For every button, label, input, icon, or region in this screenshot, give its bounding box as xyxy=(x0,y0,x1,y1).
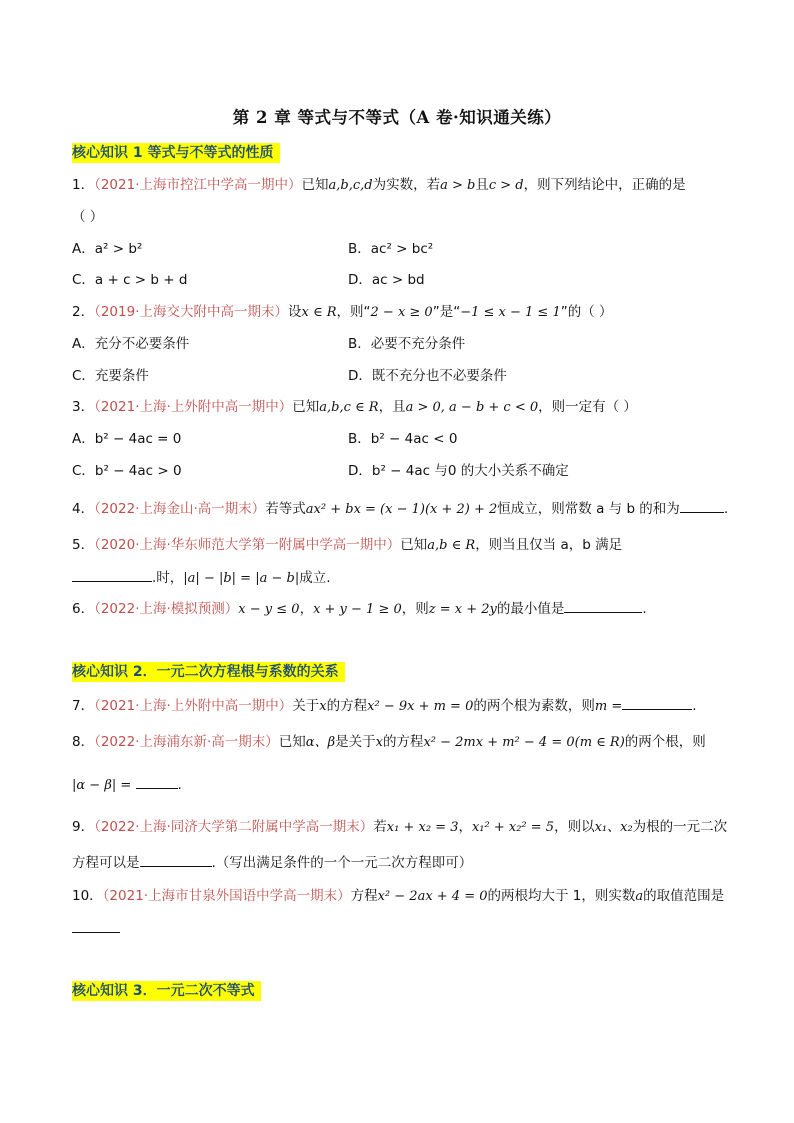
option-c: C．a + c > b + d xyxy=(72,272,188,288)
question-source: （2022·上海金山·高一期末） xyxy=(94,501,266,517)
section-heading-3: 核心知识 3．一元二次不等式 xyxy=(72,981,261,1001)
option-a: A．a² > b² xyxy=(72,241,143,257)
question-source: （2022·上海·模拟预测） xyxy=(94,601,239,617)
answer-blank xyxy=(564,599,642,613)
option-b: B．b² − 4ac < 0 xyxy=(348,431,458,447)
answer-blank xyxy=(680,499,724,513)
question-8-stem-line-2: |α − β| = . xyxy=(72,777,182,793)
question-3-stem: 3．（2021·上海·上外附中高一期中）已知a,b,c ∈ R，且a > 0, a − b + c < 0，则一定有（ ） xyxy=(72,399,637,415)
answer-blank xyxy=(622,696,692,710)
question-4-stem: 4．（2022·上海金山·高一期末）若等式ax² + bx = (x − 1)(x + 2) + 2恒成立，则常数 a 与 b 的和为 . xyxy=(72,501,729,517)
section-heading-2: 核心知识 2．一元二次方程根与系数的关系 xyxy=(72,662,345,682)
question-source: （2022·上海浦东新·高一期末） xyxy=(94,734,279,750)
section-heading-1: 核心知识 1 等式与不等式的性质 xyxy=(72,143,280,163)
question-source: （2022·上海·同济大学第二附属中学高一期末） xyxy=(94,819,374,835)
option-c: C．充要条件 xyxy=(72,368,149,384)
question-9-stem: 9．（2022·上海·同济大学第二附属中学高一期末）若x₁ + x₂ = 3，x₁² + x₂² = 5，则以x₁、x₂为根的一元二次 xyxy=(72,819,728,835)
option-a: A．充分不必要条件 xyxy=(72,336,190,352)
answer-parentheses: （ ） xyxy=(72,209,104,225)
question-source: （2021·上海市控江中学高一期中） xyxy=(94,177,302,193)
question-8-stem: 8．（2022·上海浦东新·高一期末）已知α、β是关于x的方程x² − 2mx + m² − 4 = 0(m ∈ R)的两个根，则 xyxy=(72,734,706,750)
option-d: D．b² − 4ac 与0 的大小关系不确定 xyxy=(348,463,569,479)
option-a: A．b² − 4ac = 0 xyxy=(72,431,182,447)
question-10-stem: 10．（2021·上海市甘泉外国语中学高一期末）方程x² − 2ax + 4 = 0的两根均大于 1，则实数a的取值范围是 xyxy=(72,888,725,904)
question-source: （2019·上海交大附中高一期末） xyxy=(94,304,288,320)
question-5-stem: 5．（2020·上海·华东师范大学第一附属中学高一期中）已知a,b ∈ R，则当且仅当 a，b 满足 xyxy=(72,537,623,553)
option-d: D．既不充分也不必要条件 xyxy=(348,368,507,384)
option-c: C．b² − 4ac > 0 xyxy=(72,463,182,479)
question-7-stem: 7．（2021·上海·上外附中高一期中）关于x的方程x² − 9x + m = 0的两个根为素数，则m = . xyxy=(72,698,697,714)
question-2-stem: 2．（2019·上海交大附中高一期末）设x ∈ R，则“2 − x ≥ 0”是“−1 ≤ x − 1 ≤ 1”的（ ） xyxy=(72,304,613,320)
answer-blank xyxy=(72,568,152,582)
answer-blank xyxy=(72,919,120,933)
answer-blank xyxy=(140,853,212,867)
question-source: （2020·上海·华东师范大学第一附属中学高一期中） xyxy=(94,537,401,553)
question-9-stem-line-2: 方程可以是 .（写出满足条件的一个一元二次方程即可） xyxy=(72,855,473,871)
question-source: （2021·上海·上外附中高一期中） xyxy=(94,399,293,415)
option-b: B．必要不充分条件 xyxy=(348,336,466,352)
question-source: （2021·上海市甘泉外国语中学高一期末） xyxy=(102,888,351,904)
option-d: D．ac > bd xyxy=(348,272,425,288)
question-6-stem: 6．（2022·上海·模拟预测）x − y ≤ 0，x + y − 1 ≥ 0，则z = x + 2y的最小值是 . xyxy=(72,601,647,617)
option-b: B．ac² > bc² xyxy=(348,241,434,257)
question-1-stem: 1．（2021·上海市控江中学高一期中）已知a,b,c,d为实数，若a > b且c > d，则下列结论中，正确的是 xyxy=(72,177,686,193)
question-10-answer-line xyxy=(72,919,120,938)
question-source: （2021·上海·上外附中高一期中） xyxy=(94,698,293,714)
question-5-stem-line-2: .时，|a| − |b| = |a − b|成立. xyxy=(72,568,331,588)
page-title: 第 2 章 等式与不等式（A 卷·知识通关练） xyxy=(232,108,562,127)
answer-blank xyxy=(136,775,178,789)
